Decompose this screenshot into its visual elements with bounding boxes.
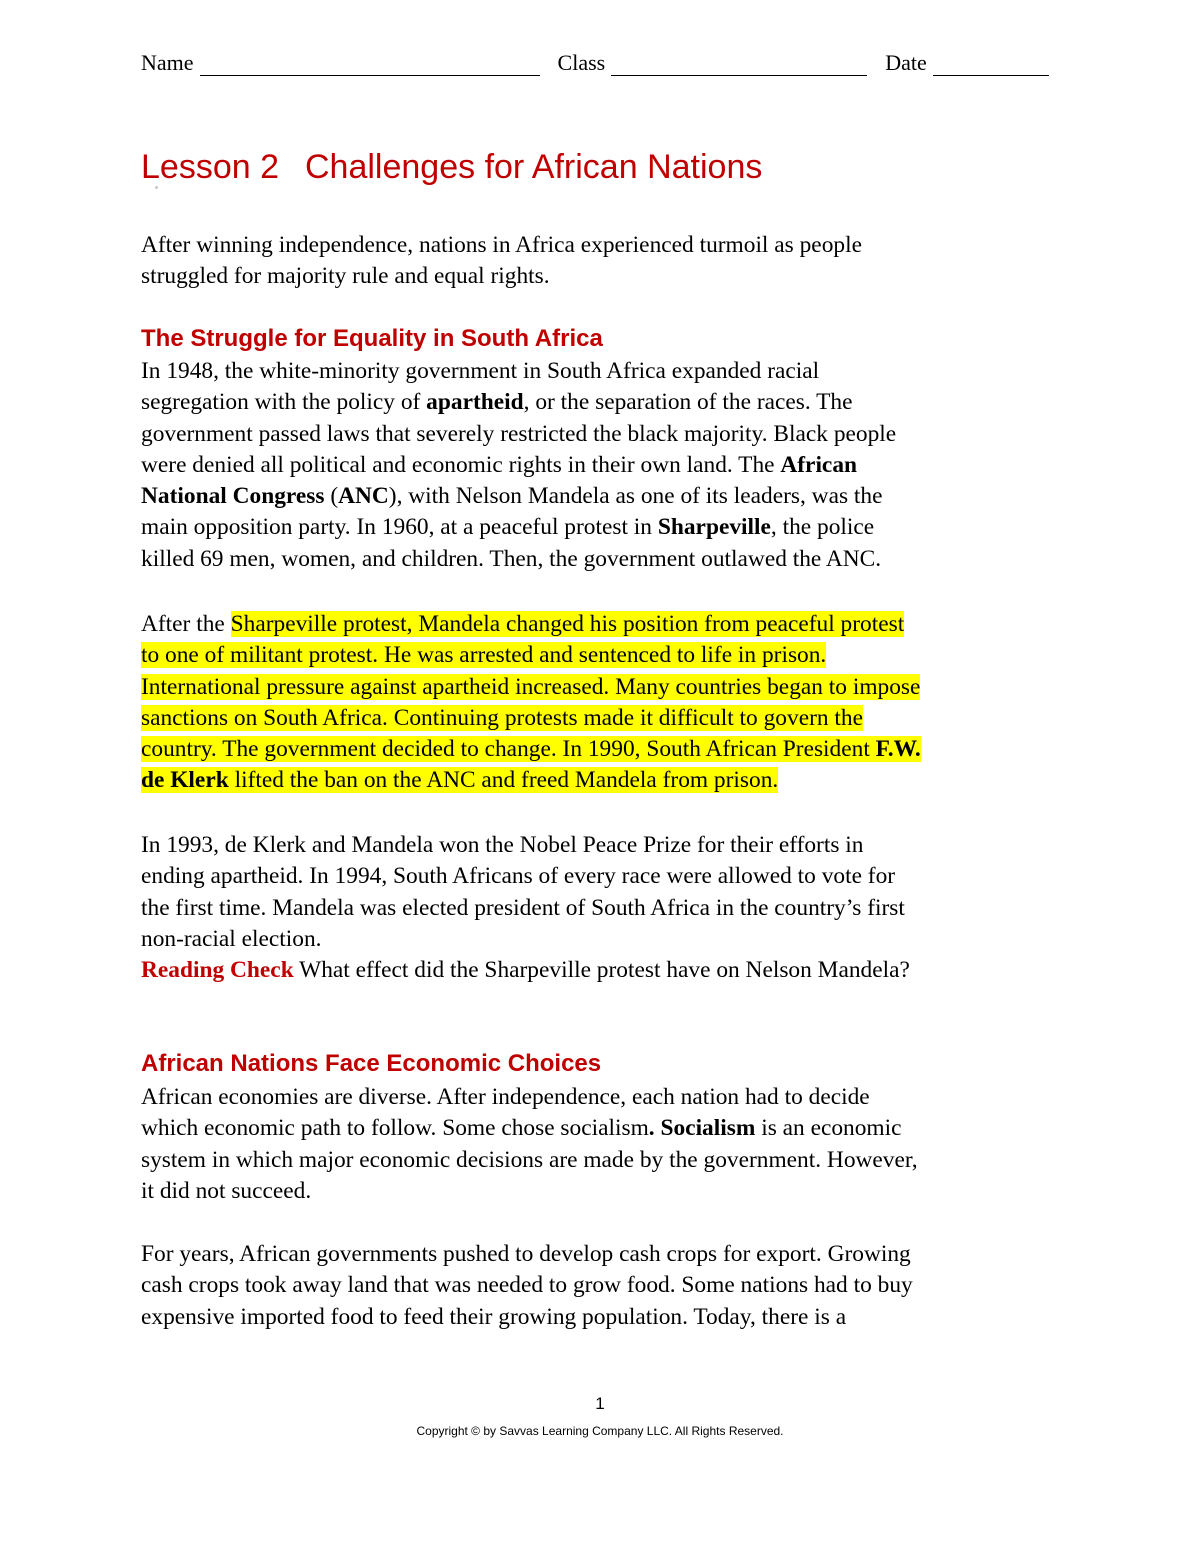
student-info-line <box>141 50 1061 76</box>
term-fw: F.W. <box>875 736 921 763</box>
reading-check-label: Reading Check <box>141 957 294 984</box>
term-anc: African <box>780 451 858 478</box>
lesson-title: Challenges for African Nations <box>305 148 763 186</box>
term-apartheid: apartheid <box>426 389 524 416</box>
name-label: Name <box>141 50 194 75</box>
term-sharpeville: Sharpeville <box>657 514 771 541</box>
section-heading-equality: The Struggle for Equality in South Africa <box>141 325 603 352</box>
copyright-notice: Copyright © by Savvas Learning Company LLC. All Rights Reserved. <box>416 1424 784 1438</box>
stray-dot <box>155 186 158 189</box>
term-de-klerk: de Klerk <box>141 767 229 794</box>
paragraph-mandela-highlighted: After the Sharpeville protest, Mandela changed his position from peaceful protest to one of militant protest. He was arrested and sentenced to life in prison. International pressure against apartheid increased. Many countries began to impose sanctions on South Africa. Continuing protests made it difficult to govern the country. The government decided to change. In 1990, South African President F.W. de Klerk lifted the ban on the ANC and freed Mandela from prison. <box>141 611 921 794</box>
class-label: Class <box>557 50 606 75</box>
paragraph-nobel: In 1993, de Klerk and Mandela won the Nobel Peace Prize for their efforts in ending apartheid. In 1994, South Africans of every race were allowed to vote for the first time. Mandela was elected president of South Africa in the country’s first non-racial election. Reading Check What effect did the Sharpeville protest have on Nelson Mandela? <box>141 832 910 984</box>
term-socialism: . Socialism <box>648 1115 756 1142</box>
name-field[interactable] <box>200 53 540 76</box>
reading-check-question: What effect did the Sharpeville protest have on Nelson Mandela? <box>293 957 910 984</box>
paragraph-cash-crops: For years, African governments pushed to develop cash crops for export. Growing cash crops took away land that was needed to grow food. Some nations had to buy expensive imported food to feed their growing population. Today, there is a <box>141 1241 913 1330</box>
page-title <box>141 148 762 187</box>
lesson-number: Lesson 2 <box>141 148 279 186</box>
paragraph-socialism: African economies are diverse. After independence, each nation had to decide which economic path to follow. Some chose socialism. Socialism is an economic system in which major economic decisions are made by the government. However, it did not succeed. <box>141 1084 918 1204</box>
intro-paragraph: After winning independence, nations in Africa experienced turmoil as people struggled for majority rule and equal rights. <box>141 232 862 290</box>
paragraph-apartheid: In 1948, the white-minority government in South Africa expanded racial segregation with the policy of apartheid, or the separation of the races. The government passed laws that severely restricted the black majority. Black people were denied all political and economic rights in their own land. The African National Congress (ANC), with Nelson Mandela as one of its leaders, was the main opposition party. In 1960, at a peaceful protest in Sharpeville, the police killed 69 men, women, and children. Then, the government outlawed the ANC. <box>141 358 897 572</box>
page-number: 1 <box>595 1394 605 1413</box>
date-field[interactable] <box>933 53 1049 76</box>
section-heading-economic: African Nations Face Economic Choices <box>141 1050 602 1077</box>
class-field[interactable] <box>611 53 867 76</box>
date-label: Date <box>885 50 927 75</box>
